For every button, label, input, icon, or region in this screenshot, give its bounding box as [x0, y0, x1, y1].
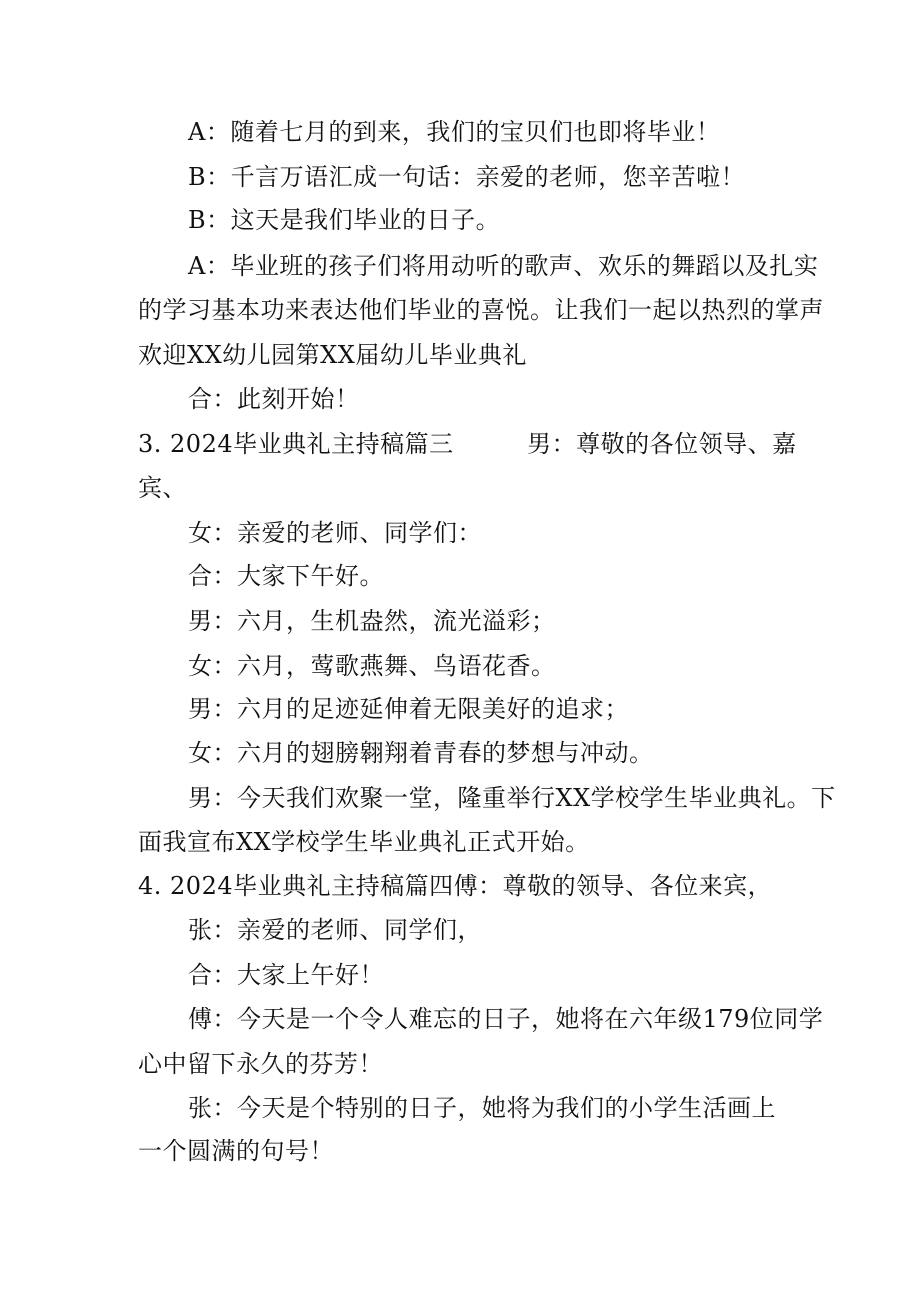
line-5: 的学习基本功来表达他们毕业的喜悦。让我们一起以热烈的掌声 — [138, 296, 824, 324]
line-2: B：千言万语汇成一句话：亲爱的老师，您辛苦啦！ — [188, 163, 746, 191]
section-3-heading: 3. 2024毕业典礼主持稿篇三 男：尊敬的各位领导、嘉 — [138, 430, 797, 458]
line-11: 合：大家下午好。 — [188, 562, 384, 590]
line-4: A：毕业班的孩子们将用动听的歌声、欢乐的舞蹈以及扎实 — [188, 252, 819, 280]
line-3: B：这天是我们毕业的日子。 — [188, 206, 501, 234]
line-7: 合：此刻开始！ — [188, 385, 360, 413]
line-13: 女：六月，莺歌燕舞、鸟语花香。 — [188, 652, 556, 680]
line-12: 男：六月，生机盎然，流光溢彩； — [188, 607, 556, 635]
line-23: 张：今天是个特别的日子，她将为我们的小学生活画上 — [188, 1094, 776, 1122]
line-6: 欢迎XX幼儿园第XX届幼儿毕业典礼 — [138, 341, 527, 369]
line-9: 宾、 — [138, 474, 187, 502]
line-19: 张：亲爱的老师、同学们， — [188, 916, 482, 944]
line-10: 女：亲爱的老师、同学们： — [188, 519, 482, 547]
line-1: A：随着七月的到来，我们的宝贝们也即将毕业！ — [188, 118, 721, 146]
line-24: 一个圆满的句号！ — [138, 1137, 334, 1165]
section-4-heading: 4. 2024毕业典礼主持稿篇四傅：尊敬的领导、各位来宾， — [138, 872, 773, 900]
line-15: 女：六月的翅膀翱翔着青春的梦想与冲动。 — [188, 739, 654, 767]
line-17: 面我宣布XX学校学生毕业典礼正式开始。 — [138, 828, 590, 856]
line-16: 男：今天我们欢聚一堂，隆重举行XX学校学生毕业典礼。下 — [188, 784, 836, 812]
line-14: 男：六月的足迹延伸着无限美好的追求； — [188, 695, 629, 723]
line-20: 合：大家上午好！ — [188, 961, 384, 989]
line-21: 傅：今天是一个令人难忘的日子，她将在六年级179位同学 — [188, 1005, 824, 1033]
line-22: 心中留下永久的芬芳！ — [138, 1050, 383, 1078]
